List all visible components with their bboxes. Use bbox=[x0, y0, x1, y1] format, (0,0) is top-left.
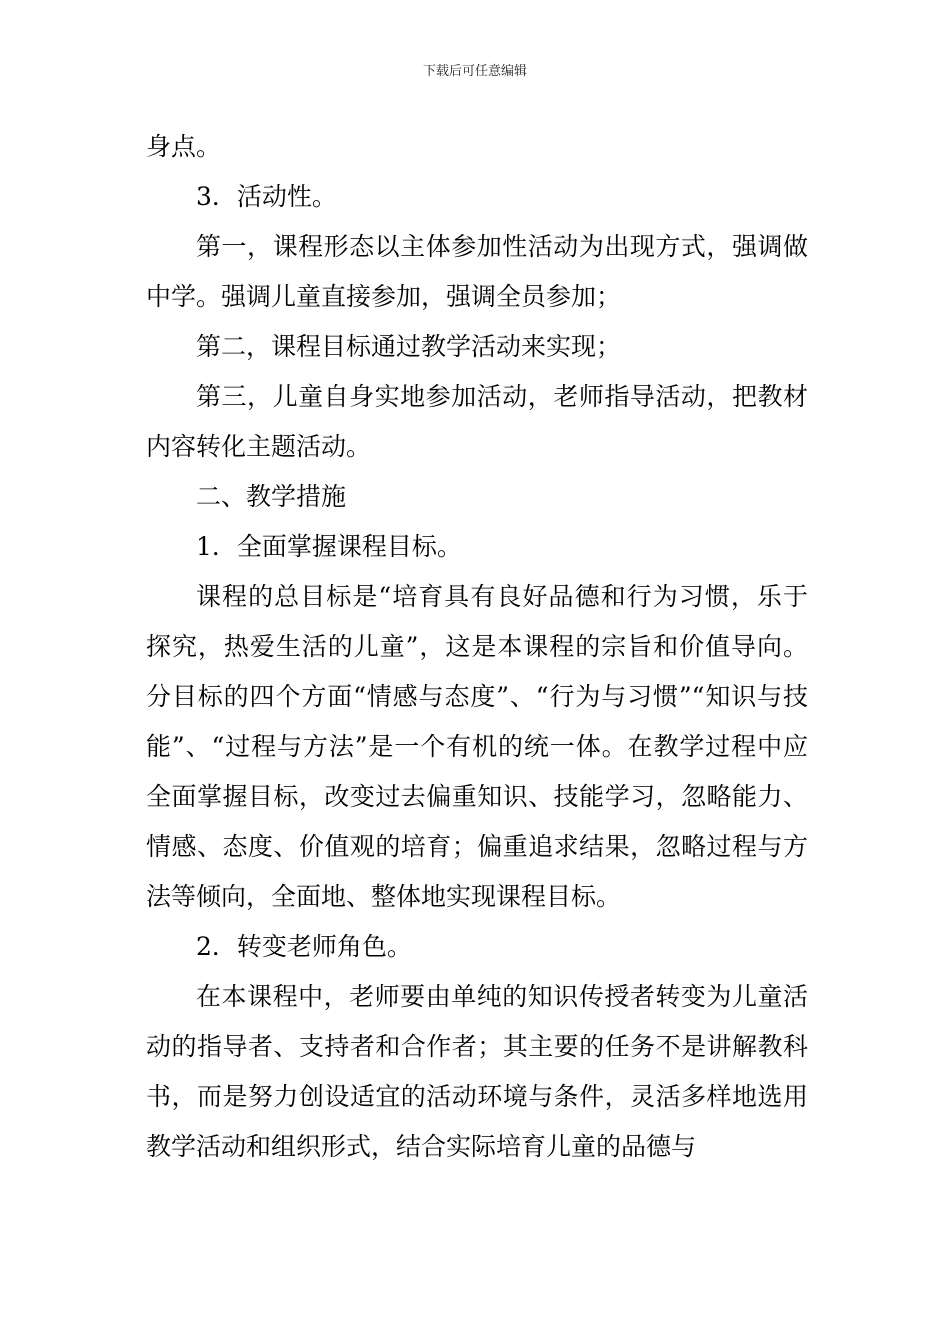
paragraph-3: 第一，课程形态以主体参加性活动为出现方式，强调做中学。强调儿童直接参加，强调全员参加； bbox=[146, 232, 808, 311]
paragraph-8: 课程的总目标是“培育具有良好品德和行为习惯，乐于探究，热爱生活的儿童”，这是本课程的宗旨和价值导向。分目标的四个方面“情感与态度”、“行为与习惯”“知识与技能”、“过程与方法”是一个有机的统一体。在教学过程中应全面掌握目标，改变过去偏重知识、技能学习，忽略能力、情感、态度、价值观的培育；偏重追求结果，忽略过程与方法等倾向，全面地、整体地实现课程目标。 bbox=[146, 582, 808, 911]
section-heading: 二、教学措施 bbox=[196, 482, 347, 511]
paragraph-9: 2．转变老师角色。 bbox=[196, 932, 412, 961]
page-header: 下载后可任意编辑 bbox=[422, 64, 527, 79]
paragraph-1: 身点。 bbox=[146, 132, 222, 161]
paragraph-10: 在本课程中，老师要由单纯的知识传授者转变为儿童活动的指导者、支持者和合作者；其主要的任务不是讲解教科书，而是努力创设适宜的活动环境与条件，灵活多样地选用教学活动和组织形式，结合实际培育儿童的品德与 bbox=[146, 982, 808, 1161]
document-body bbox=[146, 122, 808, 1172]
paragraph-4: 第二，课程目标通过教学活动来实现； bbox=[196, 332, 622, 361]
paragraph-2: 3．活动性。 bbox=[196, 182, 337, 211]
paragraph-7: 1．全面掌握课程目标。 bbox=[196, 532, 462, 561]
paragraph-5: 第三，儿童自身实地参加活动，老师指导活动，把教材内容转化主题活动。 bbox=[146, 382, 808, 461]
